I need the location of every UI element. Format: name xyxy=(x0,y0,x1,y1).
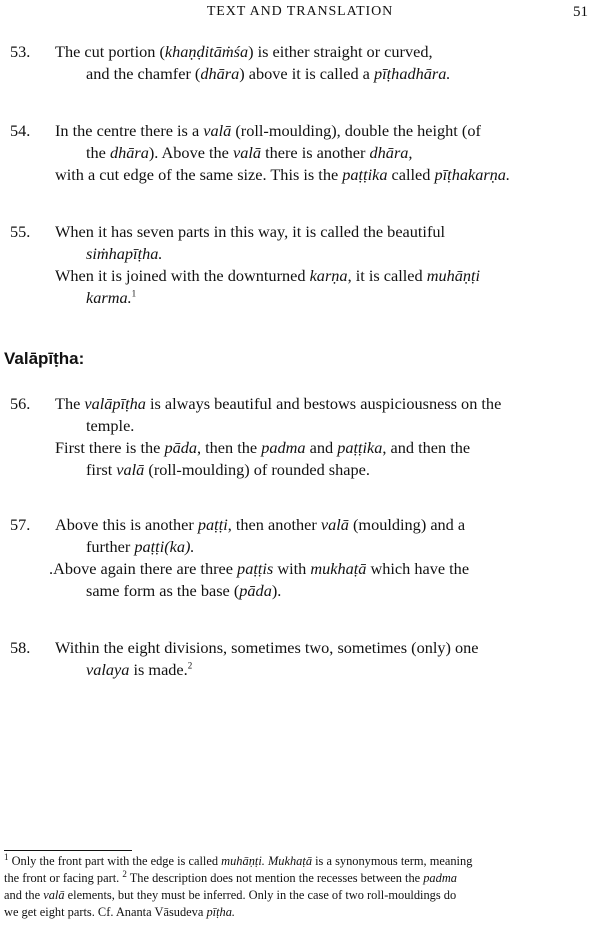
verse-line: When it has seven parts in this way, it is called the beautiful xyxy=(55,222,446,241)
footnote-line: $^1$ Only the front part with the edge is called muhāṇṭi. Mukhaṭā is a synonymous term, meaning xyxy=(4,851,473,868)
verse-line: and the chamfer (dhāra) above it is called a pīṭhadhāra. xyxy=(86,64,451,83)
verse-number: 58. xyxy=(10,638,31,657)
verse-line: the dhāra). Above the valā there is another dhāra, xyxy=(86,143,413,162)
verse-line: In the centre there is a valā (roll-moulding), double the height (of xyxy=(55,121,481,140)
page-number: 51 xyxy=(573,4,588,20)
verse-line: karma.$^1$ xyxy=(86,288,137,307)
section-heading: Valāpīṭha: xyxy=(4,349,85,368)
verse-line: Within the eight divisions, sometimes two, sometimes (only) one xyxy=(55,638,479,657)
footnotes xyxy=(4,853,598,921)
verse-number: 55. xyxy=(10,222,31,241)
footnote-line: we get eight parts. Cf. Ananta Vāsudeva pīṭha. xyxy=(4,905,236,919)
verse-number: 57. xyxy=(10,515,31,534)
verse-number: 54. xyxy=(10,121,31,140)
verse-line: same form as the base (pāda). xyxy=(86,581,282,600)
verse-line: valaya is made.$^2$ xyxy=(86,660,193,679)
running-header xyxy=(0,4,600,24)
footnote-line: and the valā elements, but they must be inferred. Only in the case of two roll-mouldings do xyxy=(4,888,457,902)
verse-line: When it is joined with the downturned karṇa, it is called muhāṇṭi xyxy=(55,266,481,285)
verse-line: First there is the pāda, then the padma and paṭṭika, and then the xyxy=(55,438,471,457)
running-title: TEXT AND TRANSLATION xyxy=(206,4,394,19)
footnote-ref: 1 xyxy=(131,288,137,299)
footnote-rule xyxy=(4,850,132,851)
footnote-marker: 1 xyxy=(4,851,9,862)
verse-line: siṁhapīṭha. xyxy=(86,244,163,263)
verse-line: further paṭṭi(ka). xyxy=(86,537,195,556)
verse-line: temple. xyxy=(86,416,135,435)
footnote-ref: 2 xyxy=(187,660,193,671)
verse-line: with a cut edge of the same size. This is the paṭṭika called pīṭhakarṇa. xyxy=(55,165,511,184)
verse-line: The cut portion (khaṇḍitāṁśa) is either straight or curved, xyxy=(55,42,433,61)
verse-line: The valāpīṭha is always beautiful and bestows auspiciousness on the xyxy=(55,394,502,413)
footnote-marker: 2 xyxy=(122,868,127,879)
verse-line: first valā (roll-moulding) of rounded shape. xyxy=(86,460,370,479)
verse-line: .Above again there are three paṭṭis with mukhaṭā which have the xyxy=(49,559,470,578)
verse-number: 53. xyxy=(10,42,31,61)
verse-line: Above this is another paṭṭi, then another valā (moulding) and a xyxy=(55,515,466,534)
footnote-line: the front or facing part. $^2$ The description does not mention the recesses between the padma xyxy=(4,868,457,885)
verse-number: 56. xyxy=(10,394,31,413)
